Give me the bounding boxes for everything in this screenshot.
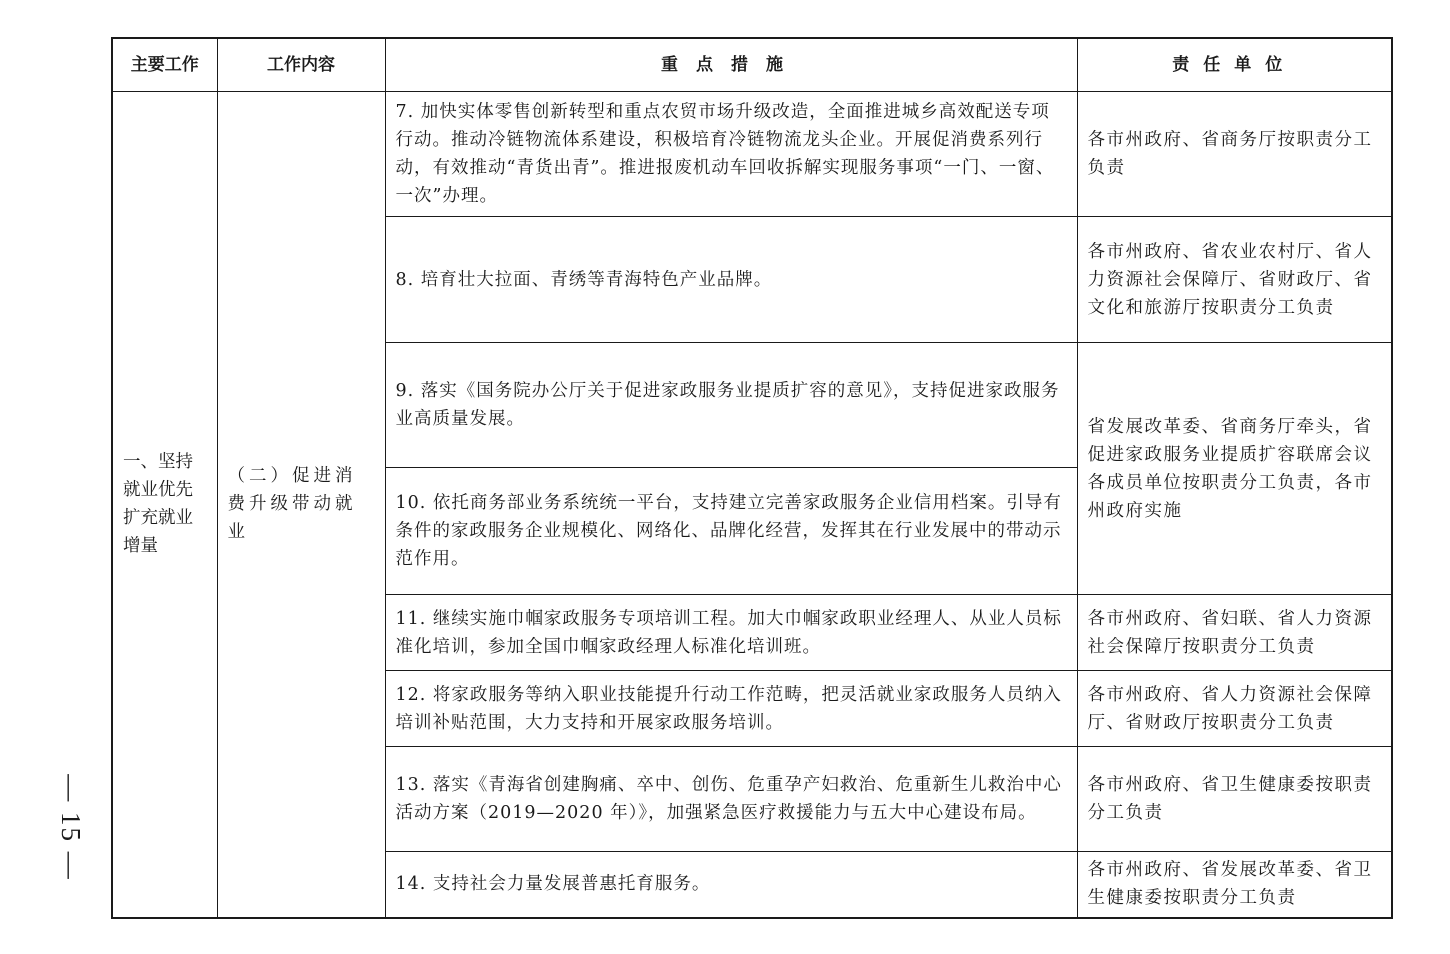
responsible-unit-cell: 各市州政府、省商务厅按职责分工负责 xyxy=(1077,92,1392,217)
measure-cell: 13. 落实《青海省创建胸痛、卒中、创伤、危重孕产妇救治、危重新生儿救治中心活动方案（2019—2020 年）》，加强紧急医疗救援能力与五大中心建设布局。 xyxy=(385,747,1077,852)
responsible-unit-cell: 各市州政府、省人力资源社会保障厅、省财政厅按职责分工负责 xyxy=(1077,671,1392,747)
table-header-row xyxy=(112,38,1392,92)
responsible-unit-cell: 各市州政府、省妇联、省人力资源社会保障厅按职责分工负责 xyxy=(1077,595,1392,671)
main-work-cell: 一、坚持就业优先扩充就业增量 xyxy=(112,92,217,918)
responsible-unit-cell: 各市州政府、省发展改革委、省卫生健康委按职责分工负责 xyxy=(1077,852,1392,918)
work-plan-table xyxy=(111,37,1393,919)
responsible-unit-cell: 省发展改革委、省商务厅牵头，省促进家政服务业提质扩容联席会议各成员单位按职责分工负责，各市州政府实施 xyxy=(1077,343,1392,595)
header-work-content: 工作内容 xyxy=(217,38,385,92)
page-number xyxy=(52,762,88,892)
responsible-unit-cell: 各市州政府、省卫生健康委按职责分工负责 xyxy=(1077,747,1392,852)
measure-cell: 8. 培育壮大拉面、青绣等青海特色产业品牌。 xyxy=(385,217,1077,343)
measure-cell: 7. 加快实体零售创新转型和重点农贸市场升级改造，全面推进城乡高效配送专项行动。推动冷链物流体系建设，积极培育冷链物流龙头企业。开展促消费系列行动，有效推动“青货出青”。推进报废机动车回收拆解实现服务事项“一门、一窗、一次”办理。 xyxy=(385,92,1077,217)
measure-cell: 10. 依托商务部业务系统统一平台，支持建立完善家政服务企业信用档案。引导有条件的家政服务企业规模化、网络化、品牌化经营，发挥其在行业发展中的带动示范作用。 xyxy=(385,468,1077,595)
measure-cell: 14. 支持社会力量发展普惠托育服务。 xyxy=(385,852,1077,918)
page-number-text: — 15 — xyxy=(55,773,86,881)
measure-cell: 9. 落实《国务院办公厅关于促进家政服务业提质扩容的意见》，支持促进家政服务业高质量发展。 xyxy=(385,343,1077,468)
measure-cell: 12. 将家政服务等纳入职业技能提升行动工作范畴，把灵活就业家政服务人员纳入培训补贴范围，大力支持和开展家政服务培训。 xyxy=(385,671,1077,747)
header-main-work: 主要工作 xyxy=(112,38,217,92)
measure-cell: 11. 继续实施巾帼家政服务专项培训工程。加大巾帼家政职业经理人、从业人员标准化培训，参加全国巾帼家政经理人标准化培训班。 xyxy=(385,595,1077,671)
responsible-unit-cell: 各市州政府、省农业农村厅、省人力资源社会保障厅、省财政厅、省文化和旅游厅按职责分工负责 xyxy=(1077,217,1392,343)
work-content-cell: （二）促进消费升级带动就业 xyxy=(217,92,385,918)
header-key-measures: 重点措施 xyxy=(385,38,1077,92)
table-row xyxy=(112,92,1392,217)
header-responsible-unit: 责任单位 xyxy=(1077,38,1392,92)
